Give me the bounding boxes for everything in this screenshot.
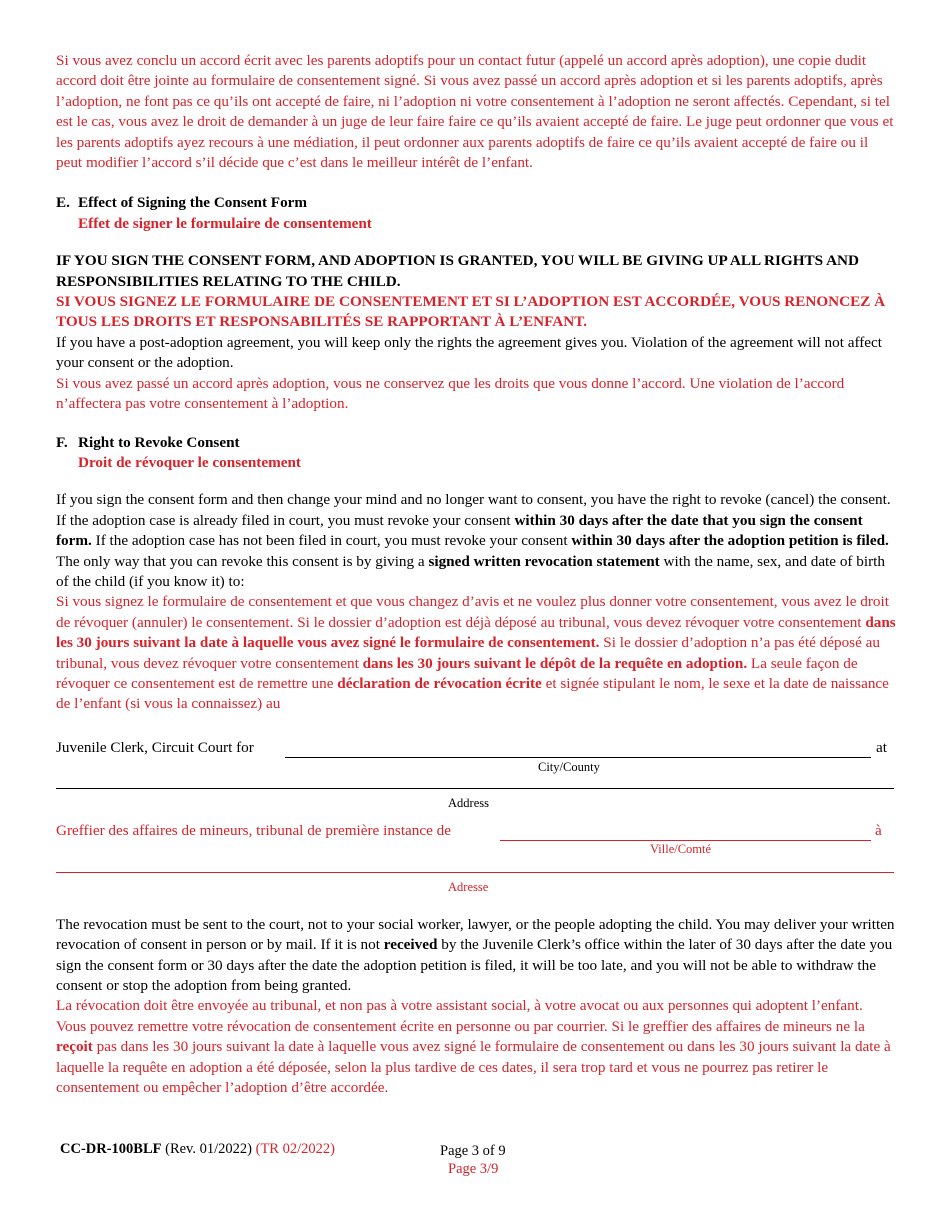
text-run: et signée stipulant le nom, le sexe et la date de naissance de l’enfant (si vous la connaissez) au bbox=[56, 674, 889, 713]
section-e-body-fr: Si vous avez passé un accord après adoption, vous ne conservez que les droits que vous donne l’accord. Une violation de l’accord n’affectera pas votre consentement à l’adoption. bbox=[56, 374, 845, 413]
text-run-bold: dans les 30 jours suivant le dépôt de la requête en adoption. bbox=[362, 654, 748, 672]
page-number-en: Page 3 of 9 bbox=[440, 1143, 506, 1159]
text-run: with the name, sex, and date of birth of the child (if you know it) to: bbox=[56, 552, 885, 590]
text-run-bold: signed written revocation statement bbox=[428, 552, 660, 570]
section-e-body-en: If you have a post-adoption agreement, you will keep only the rights the agreement gives you. Violation of the agreement will not affect your consent or the adoption. bbox=[56, 333, 883, 372]
text-run-bold: dans les 30 jours suivant la date à laquelle vous avez signé le formulaire de consentement. bbox=[56, 613, 896, 652]
section-f-title-fr: Droit de révoquer le consentement bbox=[78, 453, 301, 471]
section-f-body-en bbox=[56, 490, 896, 592]
ville-comte-label: Ville/Comté bbox=[650, 841, 712, 856]
form-id: CC-DR-100BLF bbox=[60, 1141, 162, 1157]
page-footer bbox=[60, 1140, 900, 1177]
text-run: Si le dossier d’adoption n’a pas été déposé au tribunal, vous devez révoquer votre consentement bbox=[56, 634, 880, 672]
form-translation-revision: (TR 02/2022) bbox=[255, 1141, 335, 1157]
intro-paragraph-fr: Si vous avez conclu un accord écrit avec les parents adoptifs pour un contact futur (appelé un accord après adoption), une copie dudit accord doit être jointe au formulaire de consentement signé. Si vous avez passé un accord après adoption et si les parents adoptifs, après l’adoption, ne font pas ce qu’ils ont accepté de faire, ni l’adoption ni votre consentement à l’adoption ne seront affectés. Cependant, si tel est le cas, vous avez le droit de demander à un juge de leur faire faire ce qu’ils avaient accepté de faire. Le juge peut ordonner que vous et les parents adoptifs ayez recours à une médiation, il peut ordonner aux parents adoptifs de faire ce qu’ils avaient accepté de faire ou il peut modifier l’accord s’il décide que c’est dans le meilleur intérêt de l’enfant. bbox=[56, 52, 894, 172]
text-run-bold: déclaration de révocation écrite bbox=[337, 674, 542, 692]
text-run-bold: reçoit bbox=[56, 1038, 93, 1056]
at-label-en: at bbox=[876, 738, 887, 756]
section-f-body-fr bbox=[56, 592, 896, 714]
section-e-warning-fr: SI VOUS SIGNEZ LE FORMULAIRE DE CONSENTEMENT ET SI L’ADOPTION EST ACCORDÉE, VOUS RENONCEZ À TOUS LES DROITS ET RESPONSABILITÉS SE RAPPORTANT À L’ENFANT. bbox=[56, 293, 886, 331]
section-e-warning-en: IF YOU SIGN THE CONSENT FORM, AND ADOPTION IS GRANTED, YOU WILL BE GIVING UP ALL RIGHTS AND RESPONSIBILITIES RELATING TO THE CHILD. bbox=[56, 252, 859, 290]
text-run: If the adoption case has not been filed in court, you must revoke your consent bbox=[91, 532, 572, 550]
adresse-field[interactable] bbox=[56, 850, 894, 873]
text-run: La seule façon de révoquer ce consentement est de remettre une bbox=[56, 654, 858, 692]
section-f-title-en: Right to Revoke Consent bbox=[78, 433, 240, 451]
document-page bbox=[56, 51, 896, 1098]
revocation-body-fr bbox=[56, 996, 896, 1098]
address-field[interactable] bbox=[56, 767, 894, 789]
section-e-heading-en bbox=[56, 193, 896, 213]
text-run: The only way that you can revoke this consent is by giving a bbox=[56, 552, 429, 570]
text-run: The revocation must be sent to the court, not to your social worker, lawyer, or the people adopting the child. You may deliver your written revocation of consent in person or by mail. If it is not bbox=[56, 915, 895, 954]
clerk-label-fr: Greffier des affaires de mineurs, tribunal de première instance de bbox=[56, 821, 451, 839]
section-e-title-en: Effect of Signing the Consent Form bbox=[78, 194, 308, 212]
address-block bbox=[56, 733, 896, 905]
clerk-label-en: Juvenile Clerk, Circuit Court for bbox=[56, 738, 254, 756]
text-run-bold: within 30 days after the adoption petition is filed. bbox=[571, 532, 889, 550]
adresse-label: Adresse bbox=[448, 879, 489, 894]
text-run-bold: received bbox=[383, 936, 438, 954]
address-label: Address bbox=[448, 795, 489, 810]
page-number-fr: Page 3/9 bbox=[448, 1161, 499, 1177]
section-f-heading-en bbox=[56, 433, 896, 453]
city-county-label: City/County bbox=[538, 759, 600, 774]
section-f-letter: F. bbox=[56, 433, 68, 451]
at-label-fr: à bbox=[875, 821, 882, 839]
text-run: pas dans les 30 jours suivant la date à laquelle vous avez signé le formulaire de consentement ou dans les 30 jours suivant la date à laquelle la requête en adoption a été déposée, selon la plus tardive de ces dates, il sera trop tard et vous ne pourrez pas retirer le consentement ou empêcher l’adoption d’être accordée. bbox=[56, 1038, 891, 1097]
text-run: If you sign the consent form and then change your mind and no longer want to consent, you have the right to revoke (cancel) the consent. If the adoption case is already filed in court, you must revoke your consent bbox=[56, 491, 891, 529]
text-run-bold: within 30 days after the date that you sign the consent form. bbox=[56, 511, 863, 550]
form-revision: (Rev. 01/2022) bbox=[165, 1141, 252, 1157]
city-county-field[interactable] bbox=[285, 738, 871, 758]
text-run: Si vous signez le formulaire de consentement et que vous changez d’avis et ne voulez plus donner votre consentement, vous avez le droit de révoquer (annuler) le consentement. Si le dossier d’adoption est déjà déposé au tribunal, vous devez révoquer votre consentement bbox=[56, 593, 889, 631]
text-run: La révocation doit être envoyée au tribunal, et non pas à votre assistant social, à votre avocat ou aux personnes qui adoptent l’enfant. Vous pouvez remettre votre révocation de consentement écrite en personne ou par courrier. Si le greffier des affaires de mineurs ne la bbox=[56, 997, 865, 1035]
ville-comte-field[interactable] bbox=[500, 821, 871, 841]
section-e-title-fr: Effet de signer le formulaire de consentement bbox=[78, 214, 372, 232]
revocation-body-en bbox=[56, 915, 896, 997]
section-e-letter: E. bbox=[56, 194, 70, 212]
text-run: by the Juvenile Clerk’s office within the later of 30 days after the date you sign the consent form or 30 days after the date the adoption petition is filed, it will be too late, and you will not be able to withdraw the consent or stop the adoption from being granted. bbox=[56, 936, 893, 994]
